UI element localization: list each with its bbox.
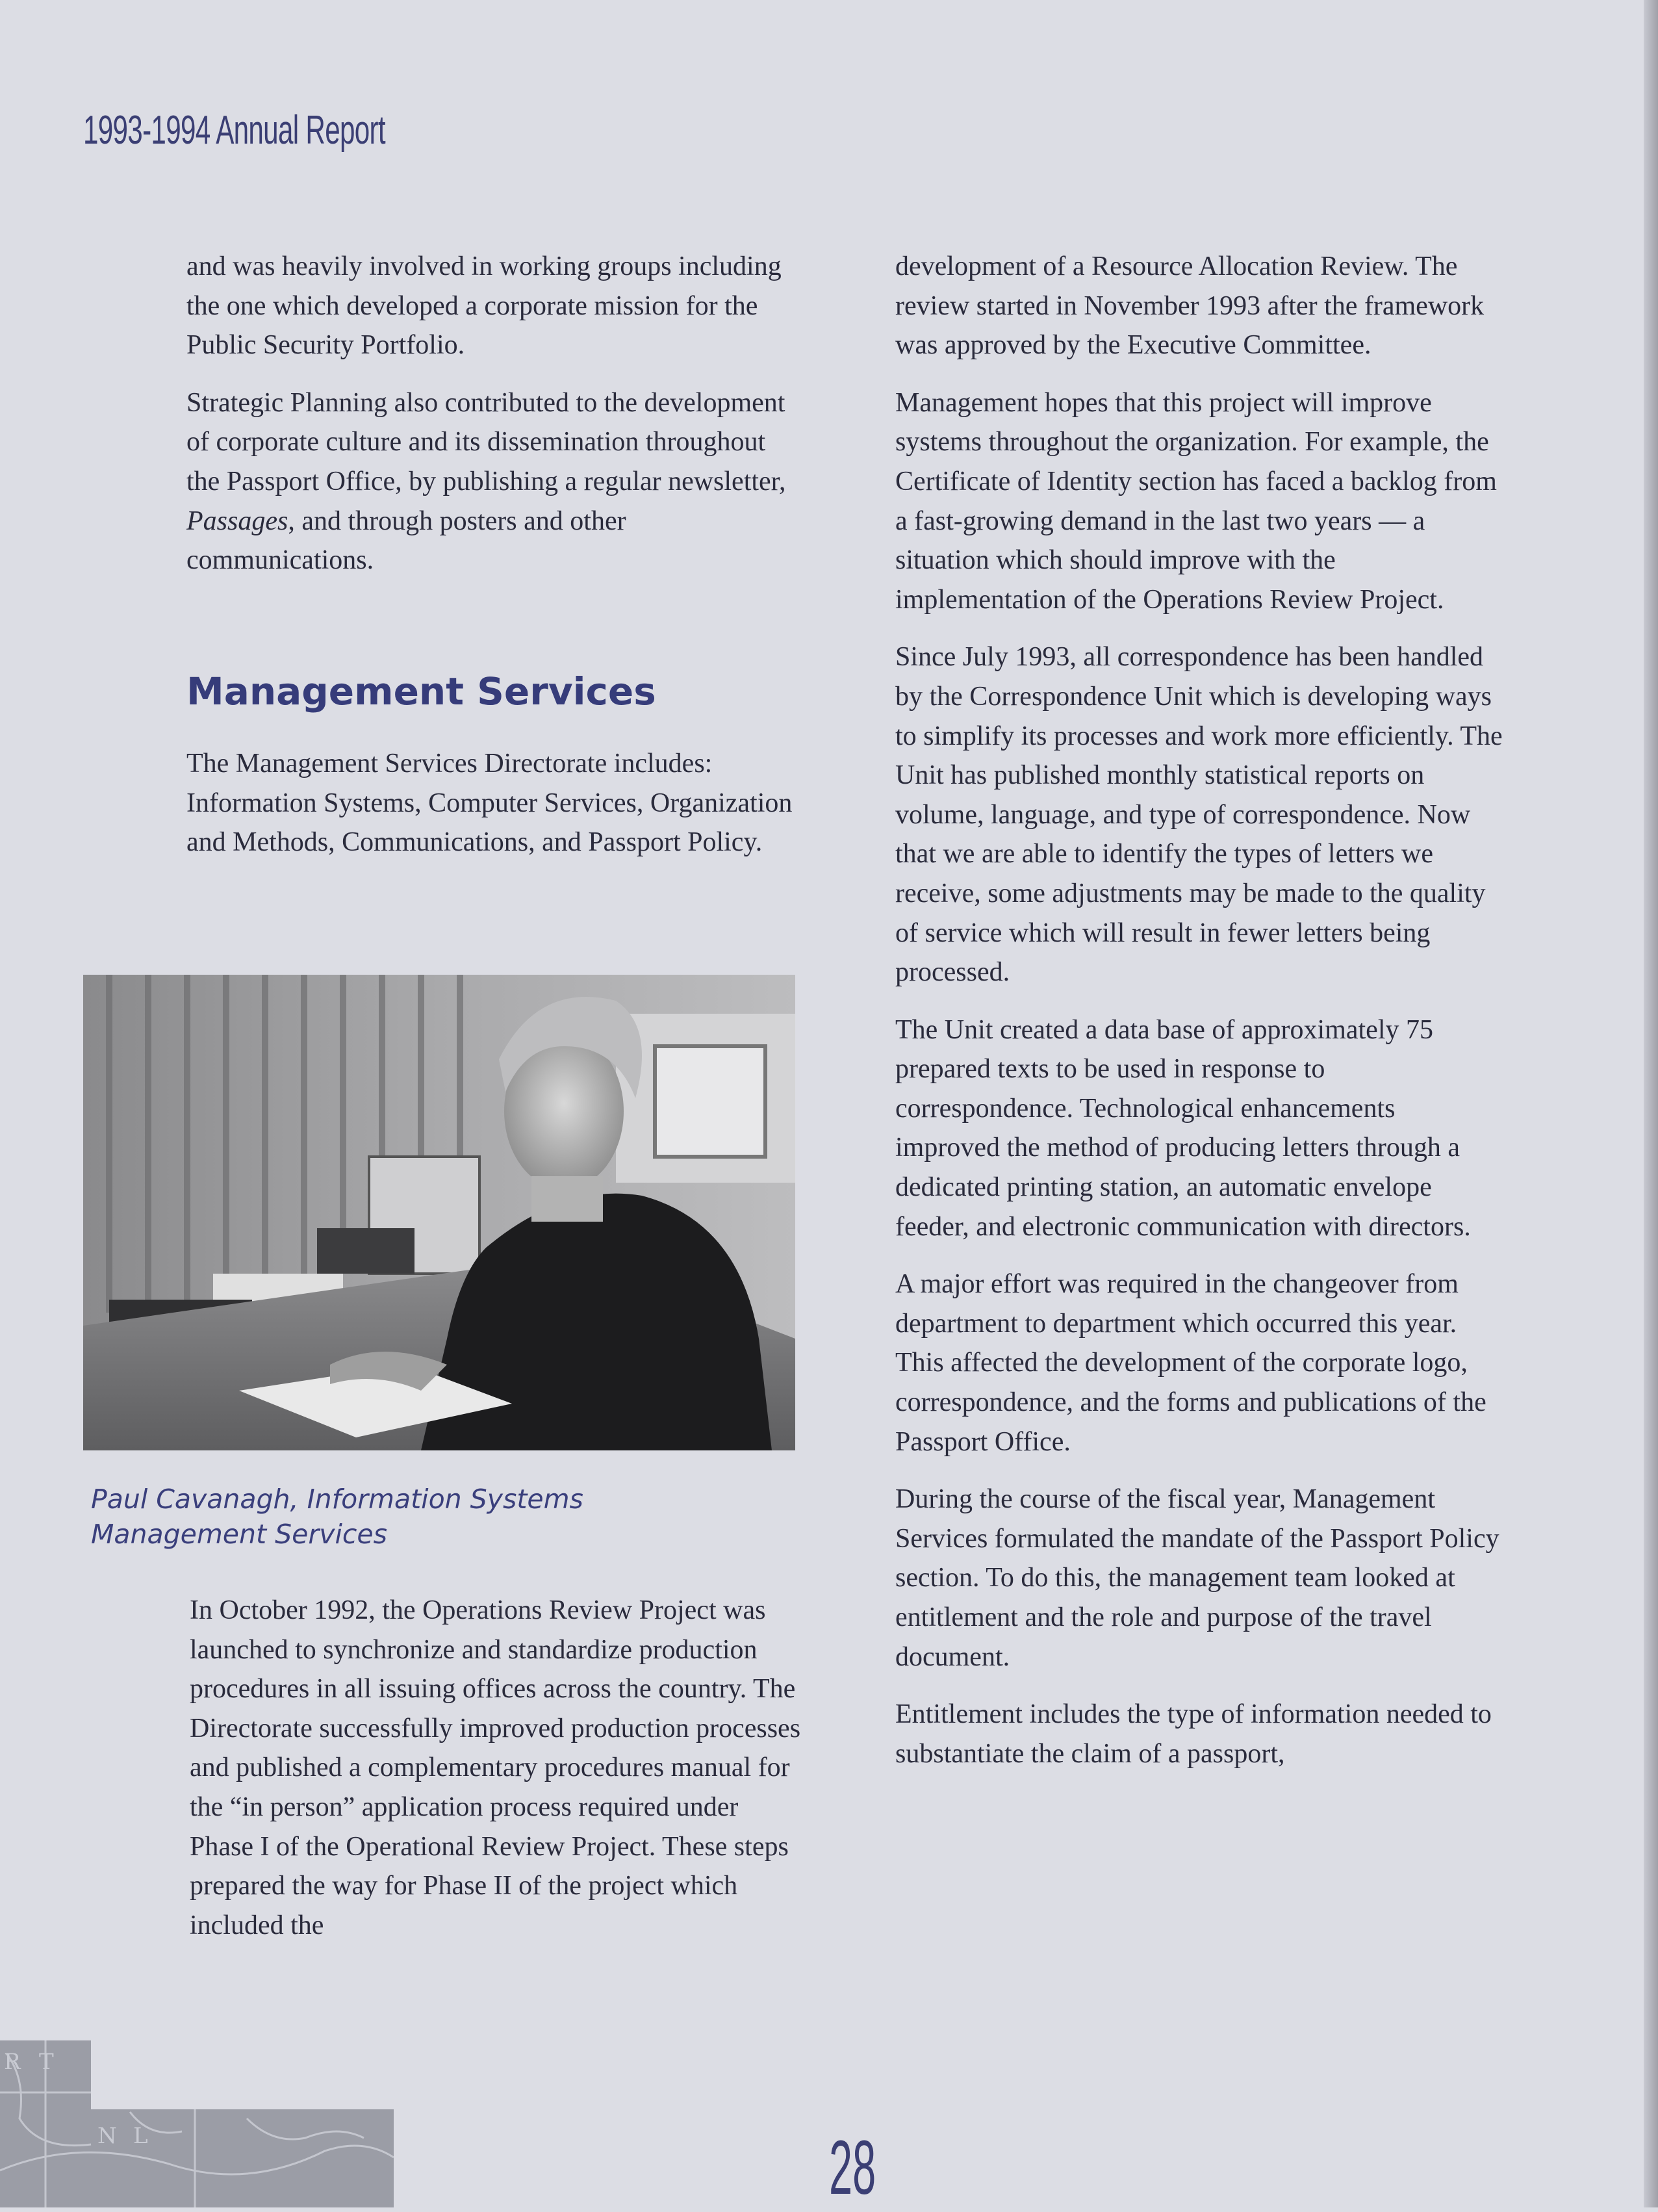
photo-caption xyxy=(91,1482,741,1552)
map-fragment-graphic xyxy=(0,2040,394,2207)
section-intro-block xyxy=(186,744,804,881)
paragraph-strategic-planning: Strategic Planning also contributed to the development of corporate culture and its dissemination throughout the Passport Office, by publishing a regular newsletter, Passages, and through posters and other communications. xyxy=(186,387,786,576)
right-column xyxy=(895,247,1506,1792)
map-fragment-icon xyxy=(0,2040,394,2207)
page-edge-shadow xyxy=(1644,0,1658,2207)
svg-text:R: R xyxy=(4,2049,21,2075)
paragraph-entitlement: Entitlement includes the type of information needed to substantiate the claim of a passport, xyxy=(895,1699,1492,1769)
svg-text:L: L xyxy=(133,2123,148,2149)
paragraph-management-services-intro: The Management Services Directorate includes: Information Systems, Computer Services, Organization and Methods, Communications, and Passport Policy. xyxy=(186,749,793,858)
paragraph-correspondence-unit: Since July 1993, all correspondence has been handled by the Correspondence Unit which is developing ways to simplify its processes and work more efficiently. The Unit has published monthly statistical reports on volume, language, and type of correspondence. Now that we are able to identify the types of letters we receive, some adjustments may be made to the quality of service which will result in fewer letters being processed. xyxy=(895,642,1503,988)
portrait-photo xyxy=(83,975,795,1450)
paragraph-operations-review: In October 1992, the Operations Review Project was launched to synchronize and standardize production procedures in all issuing offices across the country. The Directorate successfully improved production processes and published a complementary procedures manual for the “in person” application process required under Phase I of the Operational Review Project. These steps prepared the way for Phase II of the project which included the xyxy=(190,1595,801,1940)
paragraph-changeover: A major effort was required in the changeover from department to department which occurred this year. This affected the development of the corporate logo, correspondence, and the forms and publications of the Passport Office. xyxy=(895,1269,1486,1457)
portrait-photo-graphic xyxy=(83,975,795,1450)
caption-name-line: Paul Cavanagh, Information Systems xyxy=(91,1484,583,1515)
section-heading: Management Services xyxy=(186,669,656,714)
newsletter-title: Passages xyxy=(186,506,288,536)
left-column-bottom xyxy=(190,1591,807,1963)
paragraph-passport-policy: During the course of the fiscal year, Management Services formulated the mandate of the Passport Policy section. To do this, the management team looked at entitlement and the role and purpose of the travel document. xyxy=(895,1484,1499,1672)
running-header: 1993-1994 Annual Report xyxy=(83,108,385,153)
paragraph-resource-allocation: development of a Resource Allocation Review. The review started in November 1993 after the framework was approved by the Executive Committee. xyxy=(895,251,1485,361)
left-column-top xyxy=(186,247,804,598)
paragraph-working-groups: and was heavily involved in working groups including the one which developed a corporate mission for the Public Security Portfolio. xyxy=(186,251,782,361)
page-number: 28 xyxy=(829,2125,876,2211)
caption-directorate-line: Management Services xyxy=(91,1519,388,1550)
paragraph-prepared-texts: The Unit created a data base of approximately 75 prepared texts to be used in response to correspondence. Technological enhancements improved the method of producing letters through a dedicated printing station, an automatic envelope feeder, and electronic communication with directors. xyxy=(895,1014,1471,1242)
svg-text:T: T xyxy=(39,2049,54,2075)
svg-text:N: N xyxy=(97,2123,117,2149)
paragraph-management-hopes: Management hopes that this project will improve systems throughout the organization. For example, the Certificate of Identity section has faced a backlog from a fast-growing demand in the last two years — a situation which should improve with the implementation of the Operations Review Project. xyxy=(895,387,1497,615)
